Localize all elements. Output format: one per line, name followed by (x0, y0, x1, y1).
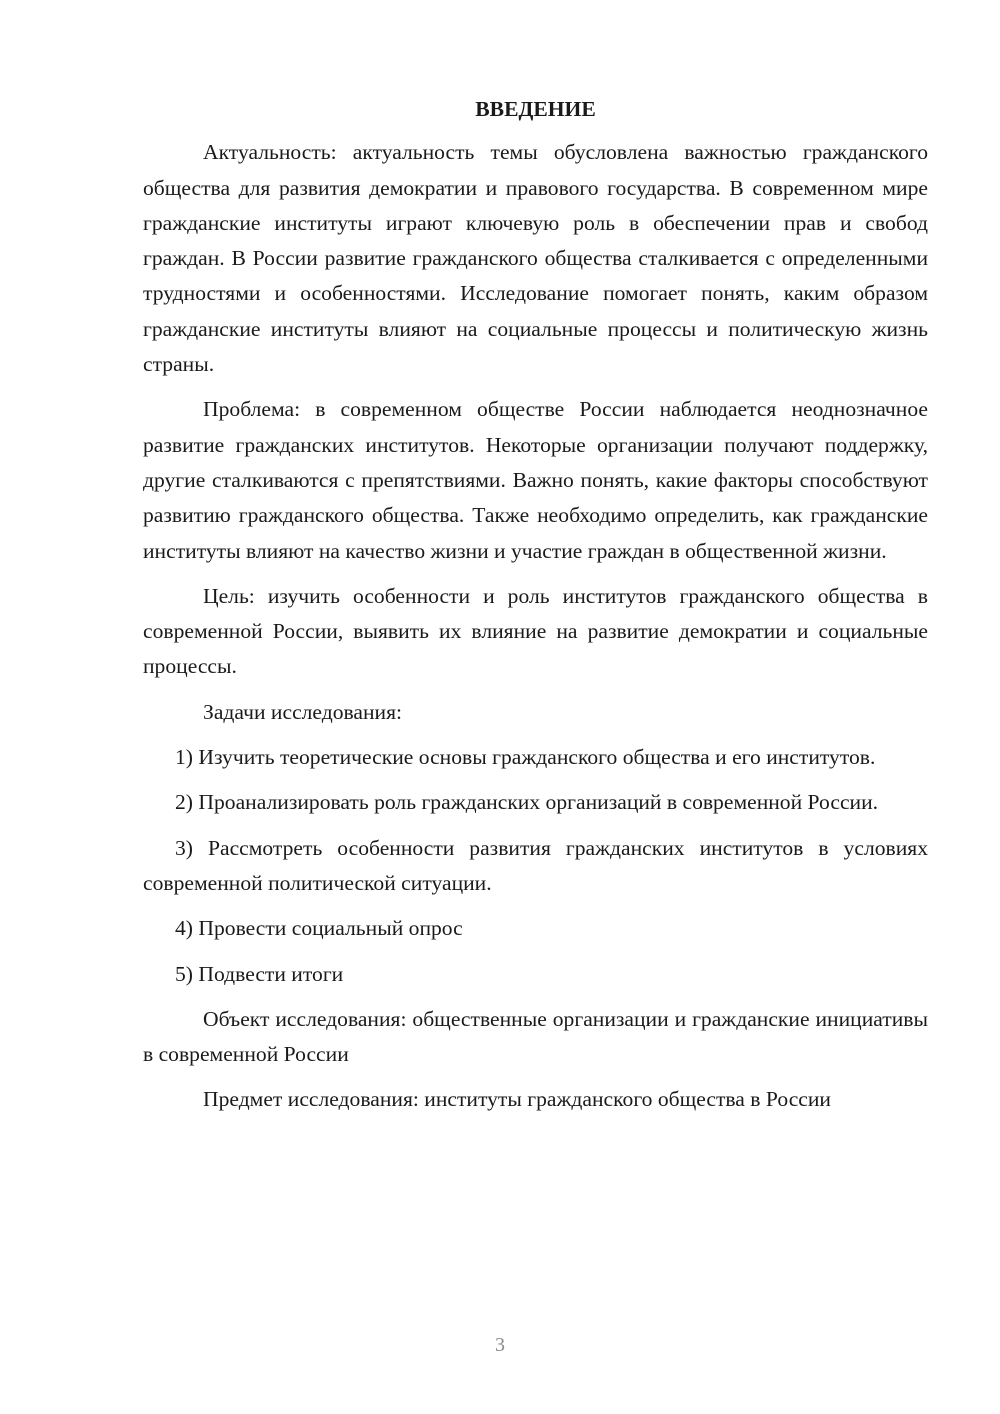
paragraph-subject: Предмет исследования: институты гражданского общества в России (203, 1087, 831, 1112)
paragraph-relevance: Актуальность: актуальность темы обусловлена важностью гражданского общества для развития демократии и правового государства. В современном мире гражданские институты играют ключевую роль в обеспечении прав и свобод граждан. В России развитие гражданского общества сталкивается с определенными трудностями и особенностями. Исследование помогает понять, каким образом гражданские институты влияют на социальные процессы и политическую жизнь страны. (143, 140, 928, 377)
task-item-1: 1) Изучить теоретические основы гражданского общества и его институтов. (175, 745, 876, 770)
paragraph-tasks-heading: Задачи исследования: (203, 699, 403, 724)
task-item-5: 5) Подвести итоги (175, 961, 344, 986)
task-item-4: 4) Провести социальный опрос (175, 916, 463, 941)
paragraph-object: Объект исследования: общественные организации и гражданские инициативы в современной России (143, 1006, 928, 1067)
page-content (143, 92, 928, 1128)
paragraph-problem: Проблема: в современном обществе России наблюдается неоднозначное развитие гражданских институтов. Некоторые организации получают поддержку, другие сталкиваются с препятствиями. Важно понять, какие факторы способствуют развитию гражданского общества. Также необходимо определить, как гражданские институты влияют на качество жизни и участие граждан в общественной жизни. (143, 397, 928, 563)
paragraph-goal: Цель: изучить особенности и роль институтов гражданского общества в современной России, выявить их влияние на развитие демократии и социальные процессы. (143, 583, 928, 679)
section-title: ВВЕДЕНИЕ (475, 97, 596, 121)
task-item-3: 3) Рассмотреть особенности развития гражданских институтов в условиях современной политической ситуации. (143, 835, 928, 895)
page-number: 3 (495, 1334, 505, 1356)
task-item-2: 2) Проанализировать роль гражданских организаций в современной России. (175, 790, 879, 815)
